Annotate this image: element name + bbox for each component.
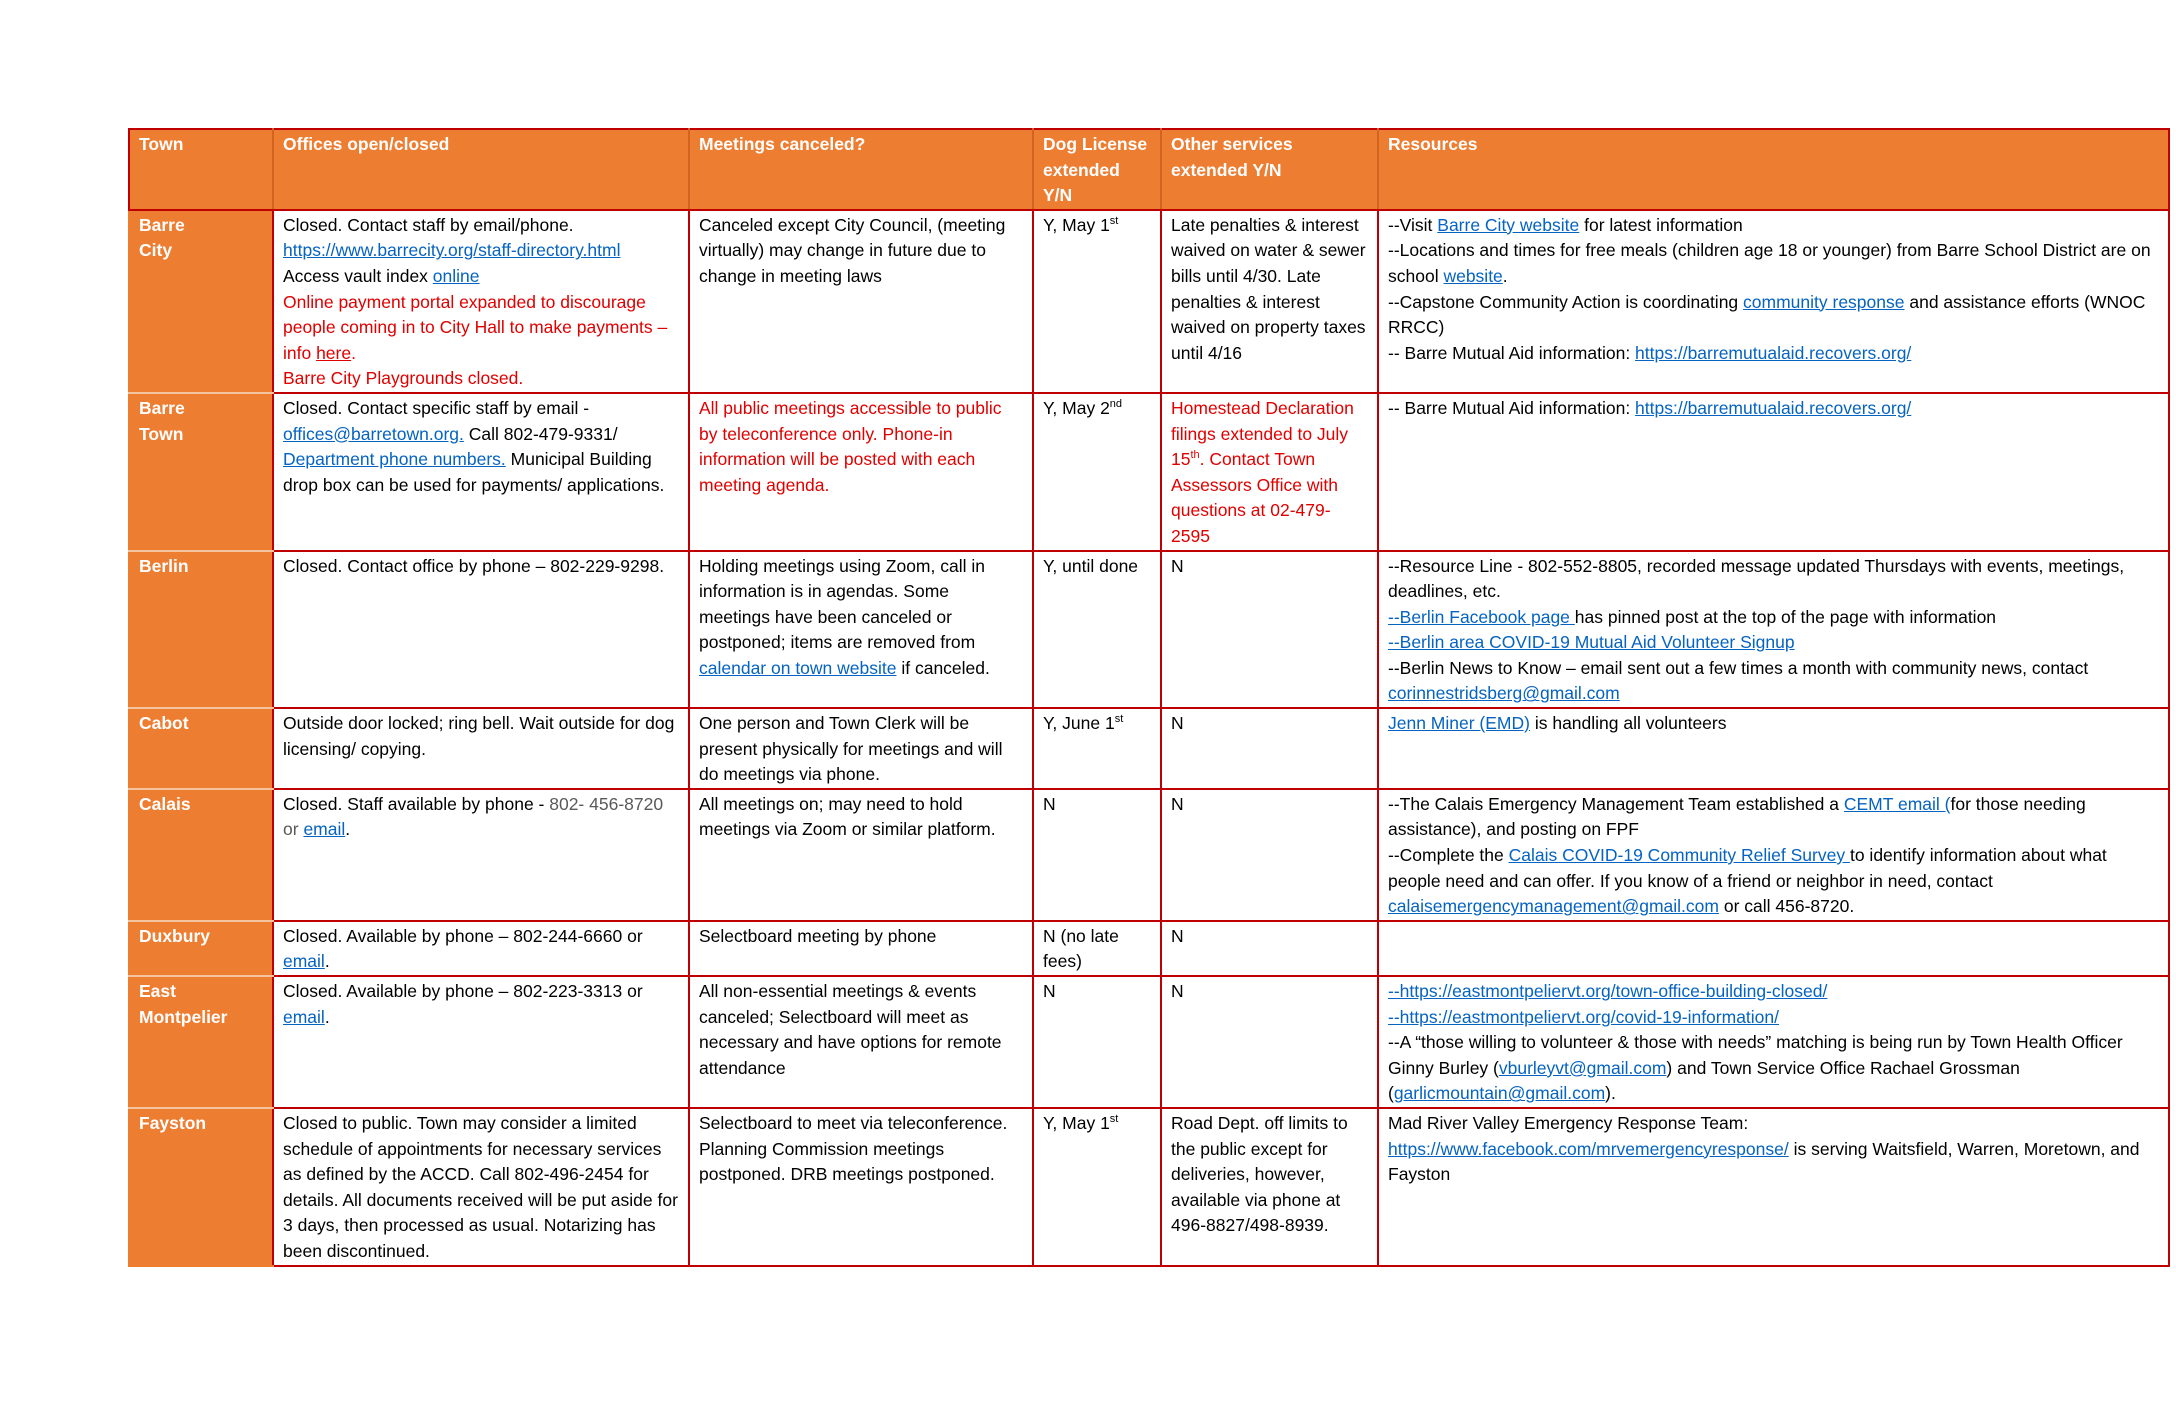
ordinal-suffix: th [1190, 449, 1200, 462]
mutual-aid-link[interactable]: https://barremutualaid.recovers.org/ [1635, 342, 1912, 363]
offices-cell [273, 210, 689, 393]
service-officer-email-link[interactable]: garlicmountain@gmail.com [1393, 1083, 1606, 1104]
resource-text: --Visit [1388, 214, 1438, 235]
dog-license-text: Y, June 1 [1043, 713, 1115, 734]
other-services-cell [1161, 393, 1378, 551]
resource-text: --A “those willing to volunteer & those with needs” matching is being run by Town Health Officer Ginny Burley ( [1388, 1032, 2123, 1078]
health-officer-email-link[interactable]: vburleyvt@gmail.com [1498, 1057, 1667, 1078]
other-services-cell: N [1161, 551, 1378, 709]
resource-text: --The Calais Emergency Management Team established a [1388, 793, 1844, 814]
table-row [129, 921, 2169, 976]
other-services-cell: N [1161, 921, 1378, 976]
resource-item: Mad River Valley Emergency Response Team: [1388, 1112, 1749, 1133]
emd-contact-link[interactable]: Jenn Miner (EMD) [1388, 713, 1530, 734]
offices-text: Closed. Available by phone – 802-223-3313 or [283, 981, 643, 1001]
vault-index-link[interactable]: online [432, 265, 480, 286]
resource-text: --Berlin News to Know – email sent out a few times a month with community news, contact [1388, 657, 2089, 678]
other-text: . Contact Town Assessors Office with questions at 02-479-2595 [1171, 449, 1338, 546]
meetings-cell [689, 551, 1033, 709]
dog-license-text: Y, May 1 [1043, 1112, 1110, 1133]
dog-license-text: Y, May 2 [1043, 397, 1110, 418]
resource-text: is handling all volunteers [1529, 713, 1727, 734]
header-town: Town [129, 129, 273, 210]
covid-info-link[interactable]: --https://eastmontpeliervt.org/covid-19-information/ [1388, 1006, 1779, 1027]
offices-cell: Closed. Contact office by phone – 802-229-9298. [273, 551, 689, 709]
resource-item [1388, 213, 2160, 239]
cemt-email-link[interactable]: CEMT email ( [1843, 793, 1951, 814]
resource-item [1388, 792, 2160, 843]
payment-info-link[interactable]: here [316, 342, 352, 363]
resource-item [1388, 1030, 2160, 1107]
meetings-cell: Selectboard meeting by phone [689, 921, 1033, 976]
ordinal-suffix: st [1109, 214, 1119, 227]
town-name [129, 976, 273, 1108]
offices-cell [273, 393, 689, 551]
table-row [129, 551, 2169, 709]
offices-text: . [324, 951, 330, 972]
meetings-cell: One person and Town Clerk will be present physically for meetings and will do meetings via phone. [689, 708, 1033, 789]
offices-text: . [324, 1006, 330, 1027]
playgrounds-notice: Barre City Playgrounds closed. [283, 368, 524, 389]
meetings-cell: Canceled except City Council, (meeting virtually) may change in future due to change in meeting laws [689, 210, 1033, 393]
offices-text: Closed. Available by phone – 802-244-6660 or [283, 925, 643, 946]
town-services-table [128, 128, 2170, 1267]
table-row [129, 976, 2169, 1108]
resource-text: to identify information about what people need and can offer. [1388, 845, 2107, 891]
meetings-text: Holding meetings using Zoom, call in information is in agendas. Some meetings have been canceled or postponed; items are removed from [699, 555, 985, 653]
community-response-link[interactable]: community response [1743, 291, 1905, 312]
other-services-cell: Late penalties & interest waived on water & sewer bills until 4/30. Late penalties & interest waived on property taxes until 4/16 [1161, 210, 1378, 393]
staff-directory-link[interactable]: https://www.barrecity.org/staff-directory.html [283, 240, 621, 261]
ordinal-suffix: st [1114, 713, 1124, 726]
resource-text: ) and Town Service Office Rachael Grossman ( [1388, 1057, 2020, 1104]
offices-cell: Outside door locked; ring bell. Wait outside for dog licensing/ copying. [273, 708, 689, 789]
notice-text: . [351, 342, 356, 363]
resources-cell [1378, 393, 2169, 551]
resources-cell [1378, 708, 2169, 789]
notice-text: Online payment portal expanded to discourage people coming in to City Hall to make payments – info [283, 291, 668, 363]
berlin-facebook-link[interactable]: --Berlin Facebook page [1388, 606, 1575, 627]
resources-cell [1378, 976, 2169, 1108]
resource-text: ). [1605, 1083, 1616, 1104]
resource-item [1388, 341, 2160, 367]
resource-item [1388, 1137, 2160, 1188]
resource-text: --Locations and times for free meals (children age 18 or younger) from Barre School District are on school [1388, 240, 2151, 286]
resources-cell [1378, 921, 2169, 976]
offices-text: Access vault index [283, 265, 433, 286]
offices-cell [273, 921, 689, 976]
other-services-cell: Road Dept. off limits to the public except for deliveries, however, available via phone at 496-8827/498-8939. [1161, 1108, 1378, 1266]
offices-text: Municipal Building drop box can be used for payments/ applications. [283, 449, 665, 495]
town-name: Berlin [129, 551, 273, 709]
town-name: Cabot [129, 708, 273, 789]
table-row [129, 393, 2169, 551]
ordinal-suffix: nd [1109, 398, 1123, 411]
resource-item [1388, 656, 2160, 707]
town-label: Barre Town [139, 397, 185, 444]
header-other-services: Other services extended Y/N [1161, 129, 1378, 210]
payment-portal-notice [283, 290, 680, 367]
dog-license-cell [1033, 708, 1161, 789]
offices-text: . [345, 819, 351, 840]
resources-cell [1378, 551, 2169, 709]
town-name: Fayston [129, 1108, 273, 1266]
dog-license-text: Y, May 1 [1043, 214, 1110, 235]
resources-cell [1378, 210, 2169, 393]
email-link[interactable]: email [283, 1006, 325, 1027]
header-meetings: Meetings canceled? [689, 129, 1033, 210]
mrv-facebook-link[interactable]: https://www.facebook.com/mrvemergencyresponse/ [1388, 1138, 1789, 1159]
resource-text: If you know of a friend or neighbor in need, contact [1594, 870, 1993, 891]
resource-text: has pinned post at the top of the page with information [1574, 606, 1997, 627]
resource-text: -- Barre Mutual Aid information: [1388, 342, 1636, 363]
offices-cell [273, 976, 689, 1108]
resource-item: --Resource Line - 802-552-8805, recorded message updated Thursdays with events, meetings, deadlines, etc. [1388, 555, 2125, 602]
offices-text: Call 802-479-9331/ [463, 423, 618, 444]
offices-text: Closed. Contact staff by email/phone. [283, 214, 574, 235]
table-row [129, 1108, 2169, 1266]
meetings-cell: All non-essential meetings & events canceled; Selectboard will meet as necessary and have options for remote attendance [689, 976, 1033, 1108]
resource-item [1388, 238, 2160, 289]
offices-cell: Closed to public. Town may consider a limited schedule of appointments for necessary services as defined by the ACCD. Call 802-496-2454 for details. All documents received will be put aside for 3 days, then processed as usual. Notarizing has been discontinued. [273, 1108, 689, 1266]
other-services-cell: N [1161, 708, 1378, 789]
dog-license-cell: Y, until done [1033, 551, 1161, 709]
offices-cell [273, 789, 689, 921]
dog-license-cell: N [1033, 976, 1161, 1108]
resource-text: is serving Waitsfield, Warren, Moretown, and Fayston [1388, 1138, 2140, 1185]
offices-text: Closed. Staff available by phone - [283, 793, 550, 814]
dog-license-cell [1033, 1108, 1161, 1266]
meetings-cell: Selectboard to meet via teleconference. Planning Commission meetings postponed. DRB meetings postponed. [689, 1108, 1033, 1266]
dog-license-cell: N [1033, 789, 1161, 921]
table-row [129, 210, 2169, 393]
table-row [129, 789, 2169, 921]
dog-license-cell [1033, 393, 1161, 551]
resource-item [1388, 605, 2160, 631]
resource-text: --Capstone Community Action is coordinating [1388, 291, 1744, 312]
town-label: Barre City [139, 214, 185, 261]
resource-text: or call 456-8720. [1718, 896, 1855, 917]
resources-cell [1378, 789, 2169, 921]
town-name: Duxbury [129, 921, 273, 976]
other-services-cell: N [1161, 976, 1378, 1108]
town-label: East Montpelier [139, 981, 228, 1027]
department-phones-link[interactable]: Department phone numbers. [283, 449, 506, 470]
barre-city-website-link[interactable]: Barre City website [1437, 214, 1580, 235]
volunteer-signup-link[interactable]: --Berlin area COVID-19 Mutual Aid Volunteer Signup [1388, 632, 1795, 653]
newsletter-email-link[interactable]: corinnestridsberg@gmail.com [1388, 683, 1620, 704]
relief-survey-link[interactable]: Calais COVID-19 Community Relief Survey [1508, 845, 1850, 866]
email-link[interactable]: email [303, 819, 346, 840]
town-name [129, 210, 273, 393]
town-name: Calais [129, 789, 273, 921]
header-row [129, 129, 2169, 210]
other-services-cell: N [1161, 789, 1378, 921]
dog-license-cell: N (no late fees) [1033, 921, 1161, 976]
resource-item [1388, 290, 2160, 341]
calendar-link[interactable]: calendar on town website [699, 657, 897, 678]
header-resources: Resources [1378, 129, 2169, 210]
email-link[interactable]: email [283, 951, 325, 972]
resource-text: for latest information [1579, 214, 1743, 235]
resource-item [1388, 843, 2160, 920]
phone-number: 802- 456-8720 or [283, 793, 664, 840]
offices-text: Closed. Contact specific staff by email - [283, 397, 590, 418]
resources-cell [1378, 1108, 2169, 1266]
office-closed-link[interactable]: --https://eastmontpeliervt.org/town-office-building-closed/ [1388, 981, 1828, 1001]
mutual-aid-link[interactable]: https://barremutualaid.recovers.org/ [1635, 397, 1912, 418]
meetings-cell: All public meetings accessible to public by teleconference only. Phone-in information will be posted with each meeting agenda. [689, 393, 1033, 551]
resource-text: -- Barre Mutual Aid information: [1388, 397, 1636, 418]
other-text: Homestead Declaration filings extended to July 15 [1171, 397, 1354, 470]
meetings-cell: All meetings on; may need to hold meetings via Zoom or similar platform. [689, 789, 1033, 921]
resource-text: for those needing assistance), and posting on FPF [1388, 793, 2086, 840]
offices-email-link[interactable]: offices@barretown.org. [283, 423, 464, 444]
town-name [129, 393, 273, 551]
meetings-text: if canceled. [896, 657, 990, 678]
resource-text: --Complete the [1388, 845, 1509, 866]
emergency-email-link[interactable]: calaisemergencymanagement@gmail.com [1388, 896, 1719, 917]
ordinal-suffix: st [1109, 1113, 1119, 1126]
dog-license-cell [1033, 210, 1161, 393]
table-row [129, 708, 2169, 789]
resource-text: and assistance efforts (WNOC RRCC) [1388, 291, 2146, 338]
header-offices: Offices open/closed [273, 129, 689, 210]
resource-text: . [1502, 265, 1508, 286]
school-website-link[interactable]: website [1443, 265, 1503, 286]
header-dog-license: Dog License extended Y/N [1033, 129, 1161, 210]
